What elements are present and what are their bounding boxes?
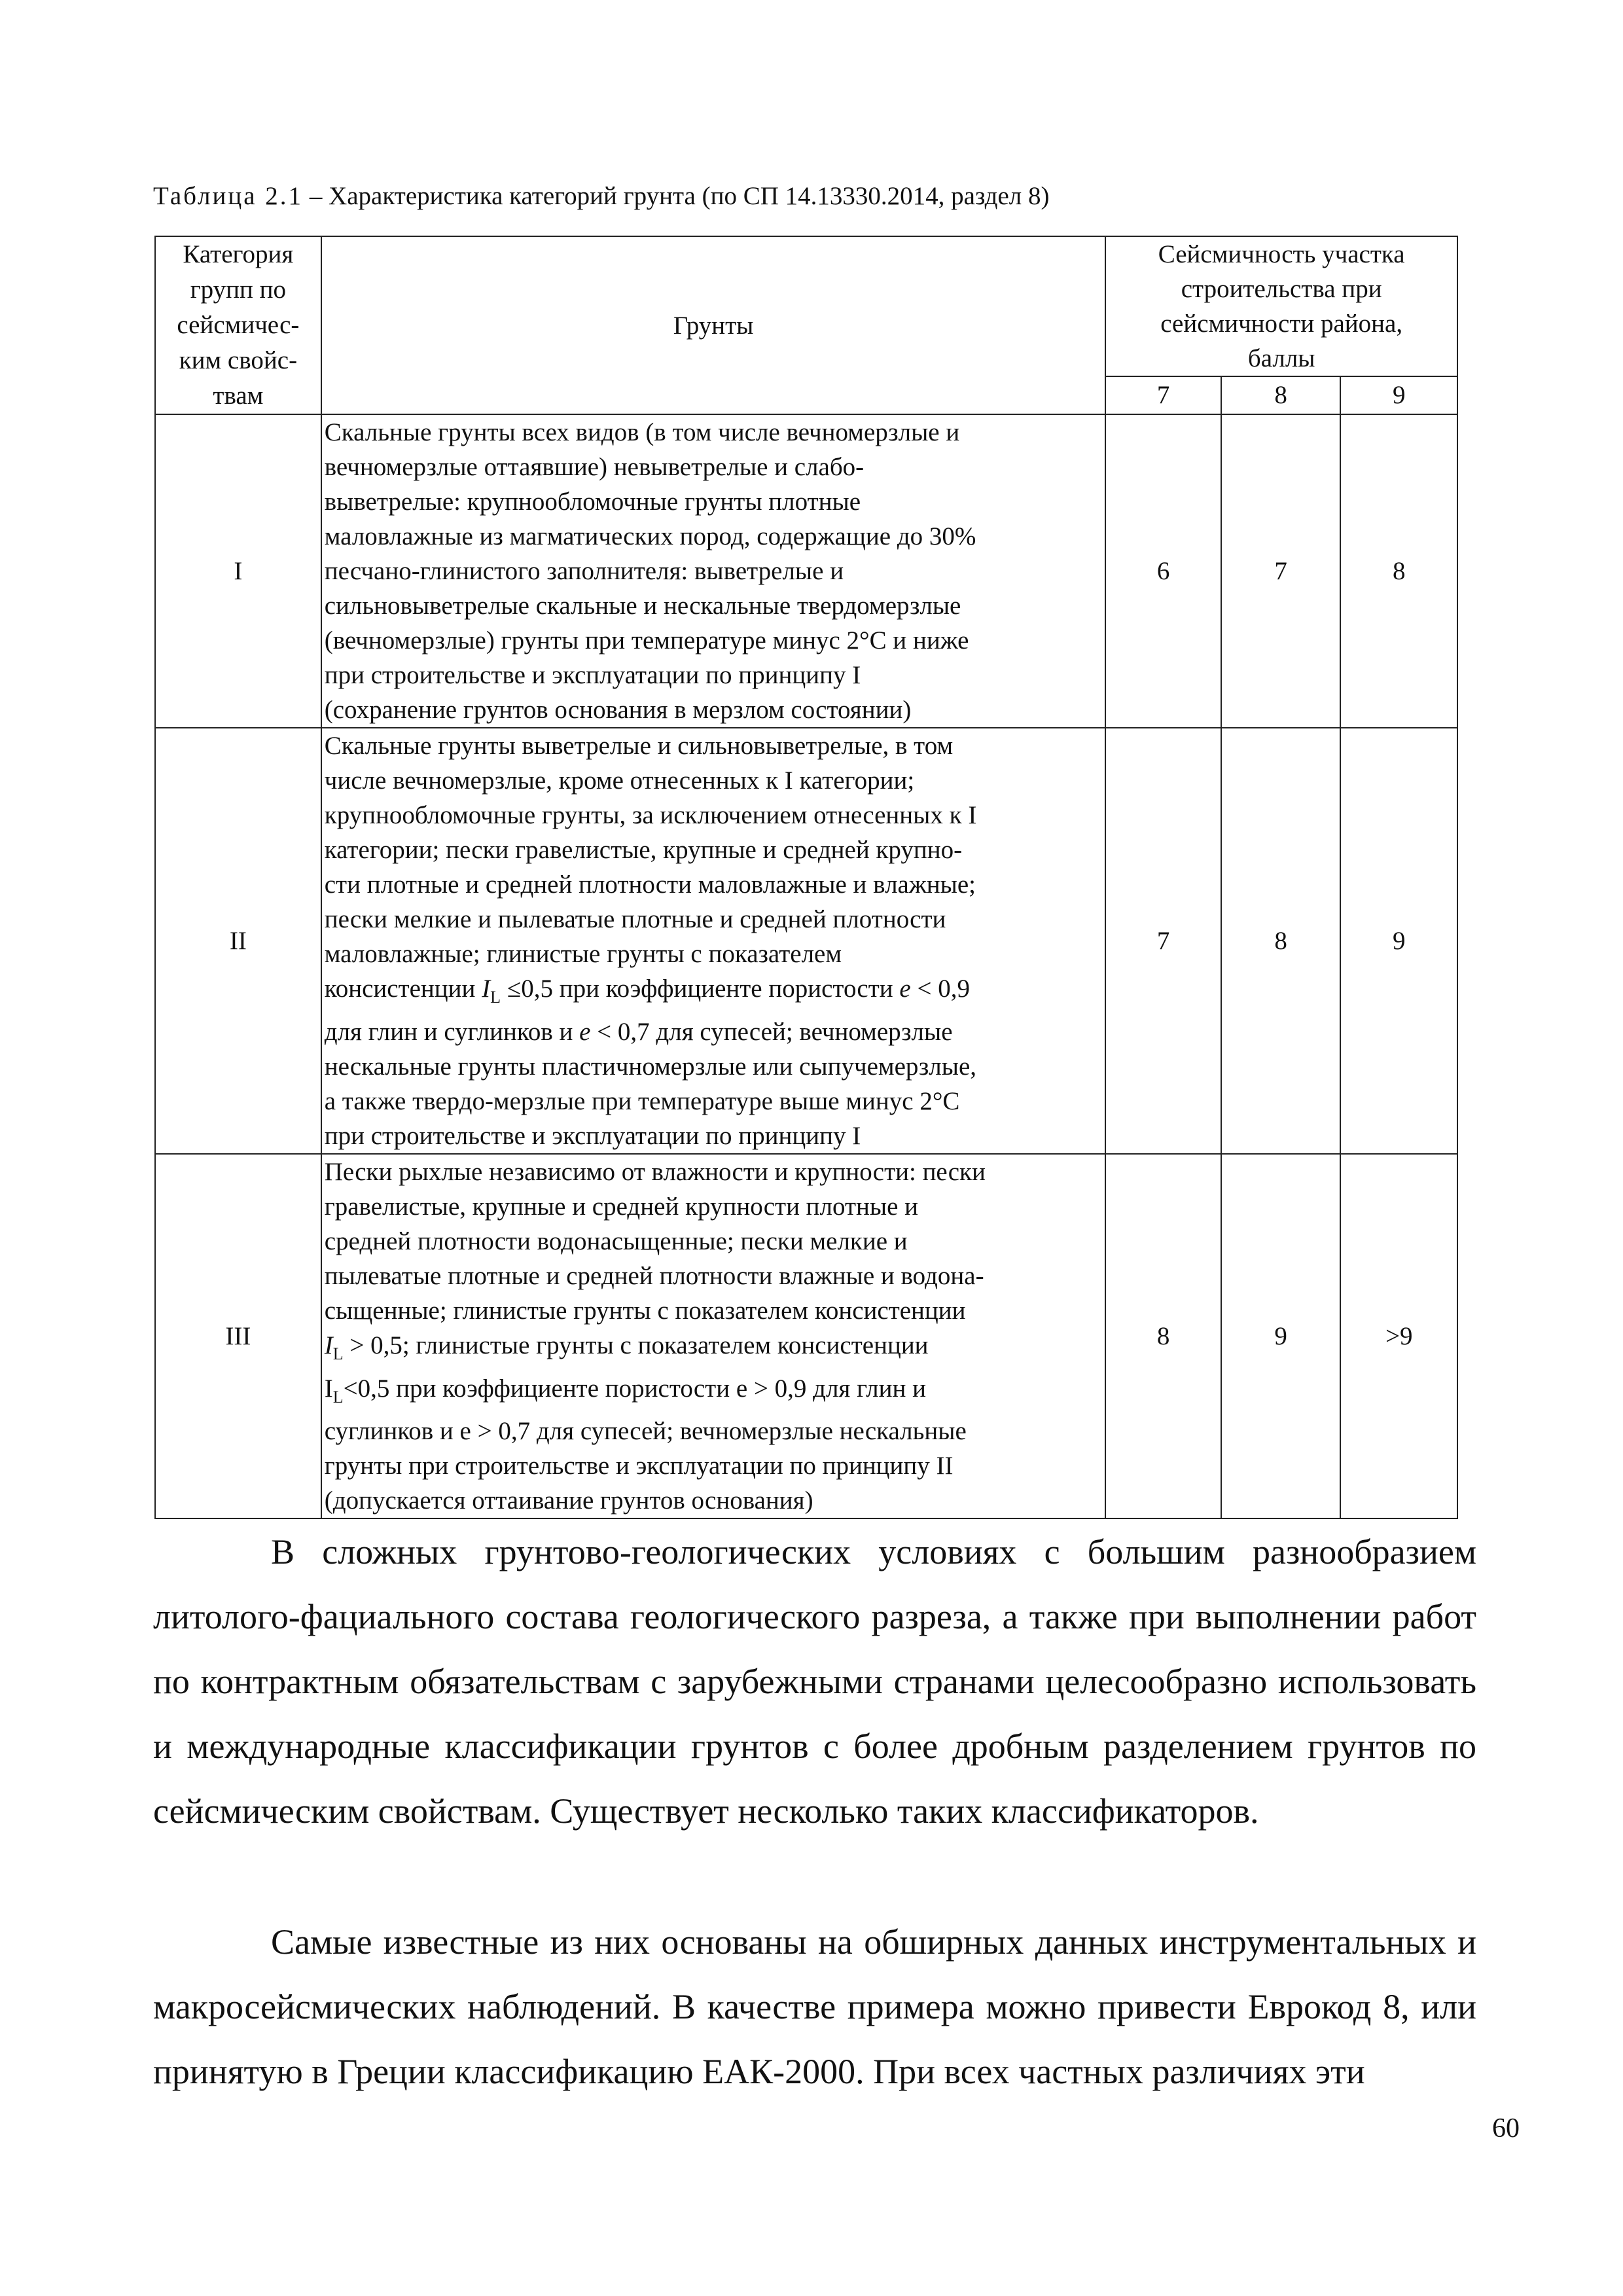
page-number: 60 <box>1492 2113 1520 2144</box>
category-cell: I <box>155 414 321 728</box>
intensity-7: 7 <box>1105 376 1221 414</box>
table-caption <box>153 177 1050 216</box>
value-cell: 8 <box>1340 414 1457 728</box>
formula-line: $I_L > 0,5$; глинистые грунты с показателем консистенции <box>324 1331 929 1363</box>
soil-category-table <box>154 236 1458 1519</box>
caption-label: Таблица 2.1 <box>153 182 304 210</box>
table-row <box>155 414 1457 728</box>
formula-line: консистенции $I_L \le 0,5$ при коэффициенте пористости e < 0,9 <box>324 975 970 1007</box>
intensity-8: 8 <box>1221 376 1341 414</box>
value-cell: 9 <box>1221 1154 1341 1519</box>
intensity-9: 9 <box>1340 376 1457 414</box>
value-cell: 9 <box>1340 728 1457 1154</box>
value-cell: 8 <box>1105 1154 1221 1519</box>
paragraph-1: В сложных грунтово-геологических условиях с большим разнообразием литолого-фациального состава геологического разреза, а также при выполнении работ по контрактным обязательствам с зарубежными странами целесообразно использовать и международные классификации грунтов с более дробным разделением грунтов по сейсмическим свойствам. Существует несколько таких классификаторов. <box>153 1532 1476 1831</box>
value-cell: 7 <box>1105 728 1221 1154</box>
header-seismicity: Сейсмичность участка строительства при сейсмичности района, баллы <box>1105 236 1457 376</box>
table-row <box>155 728 1457 1154</box>
value-cell: 6 <box>1105 414 1221 728</box>
category-cell: III <box>155 1154 321 1519</box>
formula-line: $I_L<0,5$ при коэффициенте пористости е > 0,9 для глин и <box>324 1374 926 1407</box>
table-header-row <box>155 236 1457 376</box>
caption-dash: – <box>303 182 329 210</box>
soil-description: Скальные грунты выветрелые и сильновыветрелые, в том числе вечномерзлые, кроме отнесенных к I категории; крупнообломочные грунты, за исключением отнесенных к I категории; пески гравелистые, крупные и средней крупно- сти плотные и средней плотности маловлажные и влажные; пески мелкие и пылеватые плотные и средней плотности маловлажные; глинистые грунты с показателем консистенции $I_L \le 0,5$ при коэффициенте пористости e < 0,9 для глин и суглинков и e < 0,7 для супесей; вечномерзлые нескальные грунты пластичномерзлые или сыпучемерзлые, а также твердо-мерзлые при температуре выше минус 2°С при строительстве и эксплуатации по принципу I <box>321 728 1106 1154</box>
header-category: Категория групп по сейсмичес- ким свойс- твам <box>155 236 321 414</box>
caption-text: Характеристика категорий грунта (по СП 14.13330.2014, раздел 8) <box>329 182 1050 210</box>
soil-description: Скальные грунты всех видов (в том числе вечномерзлые и вечномерзлые оттаявшие) невыветрелые и слабо- выветрелые: крупнообломочные грунты плотные маловлажные из магматических пород, содержащие до 30% песчано-глинистого заполнителя: выветрелые и сильновыветрелые скальные и нескальные твердомерзлые (вечномерзлые) грунты при температуре минус 2°С и ниже при строительстве и эксплуатации по принципу I (сохранение грунтов основания в мерзлом состоянии) <box>321 414 1106 728</box>
value-cell: 8 <box>1221 728 1341 1154</box>
formula-line: для глин и суглинков и e < 0,7 для супесей; вечномерзлые <box>324 1017 953 1046</box>
category-cell: II <box>155 728 321 1154</box>
header-soils: Грунты <box>321 236 1106 414</box>
value-cell: >9 <box>1340 1154 1457 1519</box>
paragraph-2: Самые известные из них основаны на обширных данных инструментальных и макросейсмических наблюдений. В качестве примера можно привести Еврокод 8, или принятую в Греции классификацию ЕАК-2000. При всех частных различиях эти <box>153 1922 1476 2091</box>
table-row <box>155 1154 1457 1519</box>
value-cell: 7 <box>1221 414 1341 728</box>
soil-description: Пески рыхлые независимо от влажности и крупности: пески гравелистые, крупные и средней крупности плотные и средней плотности водонасыщенные; пески мелкие и пылеватые плотные и средней плотности влажные и водона- сыщенные; глинистые грунты с показателем консистенции $I_L > 0,5$; глинистые грунты с показателем консистенции $I_L<0,5$ при коэффициенте пористости е > 0,9 для глин и суглинков и е > 0,7 для супесей; вечномерзлые нескальные грунты при строительстве и эксплуатации по принципу II (допускается оттаивание грунтов основания) <box>321 1154 1106 1519</box>
